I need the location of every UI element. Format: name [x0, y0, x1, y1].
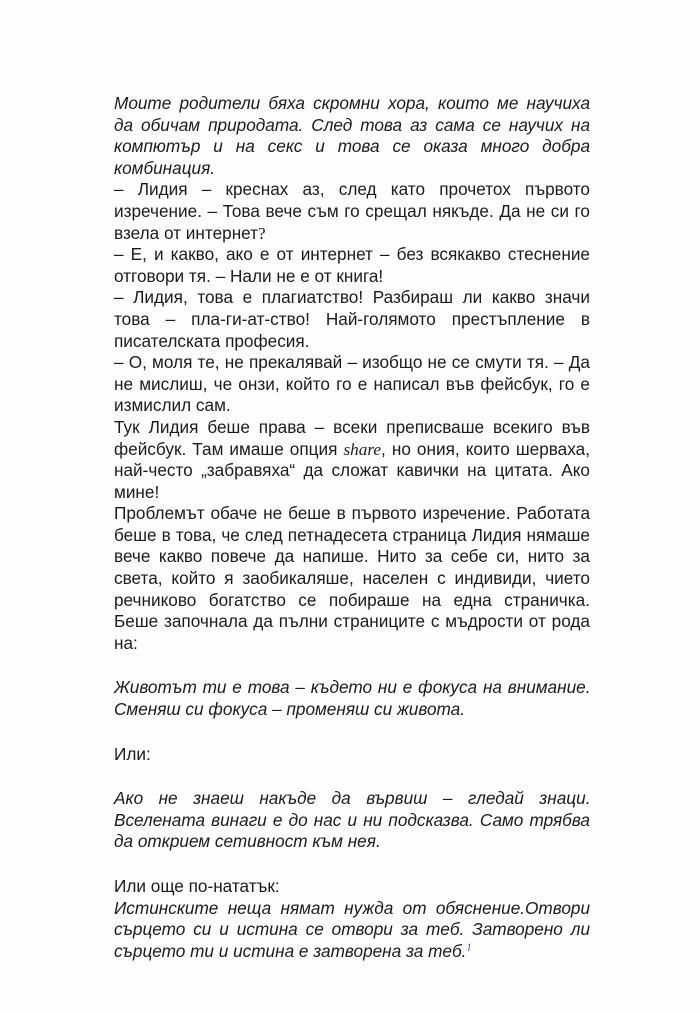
facebook-text-b: , но ония, които шерваха, най-често „забравяха“ да сложат кавички на цитата. Ако мине! — [114, 438, 590, 502]
quote-focus-b: Сменяш си фокуса – променяш си живота. — [114, 699, 465, 720]
question-mark: ? — [258, 223, 266, 243]
paragraph-intro-quote: Моите родители бяха скромни хора, които ме научиха да обичам природата. След това аз сама се научих на компютър и на секс и това се оказа много добра комбинация. — [114, 93, 590, 178]
quote-heart — [114, 898, 590, 963]
quote-signs — [114, 788, 590, 853]
footnote-marker[interactable]: 1 — [466, 942, 472, 954]
share-word: share — [343, 439, 382, 459]
quote-signs-dot: . — [585, 789, 590, 809]
page-text — [114, 93, 590, 962]
paragraph-dialogue-1 — [114, 179, 590, 244]
facebook-text-a: Тук Лидия беше права – всеки преписваше всекиго във фейсбук. Там имаше опция — [114, 416, 590, 459]
quote-signs-a: Ако не знаеш накъде да вървиш – гледай знаци — [114, 788, 586, 809]
quote-focus-a: Животът ти е това – където ни е фокуса на внимание — [114, 677, 586, 698]
quote-focus-dot: . — [585, 678, 590, 698]
quote-signs-end: . — [375, 832, 381, 852]
dialogue-text: – Лидия – креснах аз, след като прочетох първото изречение. – Това вече съм го срещал някъде. Да не си го взела от интернет — [114, 179, 590, 243]
label-or-further: Или още по-нататък: — [114, 876, 280, 896]
spacer — [114, 765, 590, 788]
paragraph-dialogue-3: – Лидия, това е плагиатство! Разбираш ли какво значи това – пла-ги-ат-ство! Най-голямото престъпление в писателската професия. — [114, 287, 590, 351]
quote-signs-b: Вселената винаги е до нас и ни подсказва. Само трябва да открием сетивност към нея — [114, 809, 590, 852]
spacer — [114, 721, 590, 744]
quote-focus — [114, 677, 590, 720]
spacer — [114, 654, 590, 677]
paragraph-facebook — [114, 417, 590, 503]
quote-heart-text: Истинските неща нямат нужда от обяснение.Отвори сърцето си и истина се отвори за теб. Затворено ли сърцето ти и истина е затворена за теб. — [114, 897, 590, 961]
label-or: Или: — [114, 743, 151, 764]
spacer — [114, 853, 590, 876]
paragraph-dialogue-4: – О, моля те, не прекалявай – изобщо не се смути тя. – Да не мислиш, че онзи, който го е написал във фейсбук, го е измислил сам. — [114, 352, 590, 416]
paragraph-problem: Проблемът обаче не беше в първото изречение. Работата беше в това, че след петнадесета страница Лидия нямаше вече какво повече да напише. Нито за себе си, нито за света, който я заобикаляше, населен с индивиди, чието речниково богатство се побираше на една страничка. Беше започнала да пълни страниците с мъдрости от рода на: — [114, 503, 590, 653]
paragraph-dialogue-2: – Е, и какво, ако е от интернет – без всякакво стеснение отговори тя. – Нали не е от книга! — [114, 244, 590, 286]
